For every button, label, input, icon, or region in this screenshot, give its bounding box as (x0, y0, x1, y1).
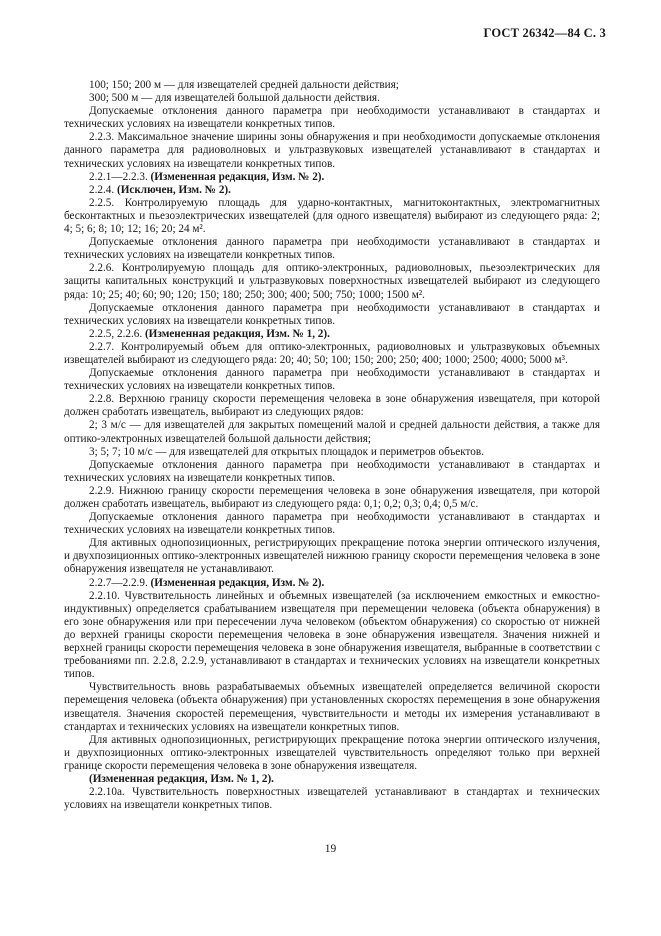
paragraph (64, 419, 600, 445)
paragraph-text: 2.2.7. Контролируемый объем для оптико-электронных, радиоволновых и ультразвуковых объемных извещателей выбирают из следующего ряда: 20; 40; 50; 100; 150; 200; 250; 400; 1000; 2500; 4000; 5000 м³. (64, 340, 600, 366)
paragraph (64, 786, 600, 812)
paragraph-text: 2; 3 м/с — для извещателей для закрытых помещений малой и средней дальности действия, а также для оптико-электронных извещателей большой дальности действия; (64, 419, 600, 445)
paragraph (64, 328, 600, 341)
paragraph (64, 236, 600, 262)
amendment-note: (Исключен, Изм. № 2). (116, 183, 231, 196)
paragraph (64, 131, 600, 170)
paragraph-text: Допускаемые отклонения данного параметра при необходимости устанавливают в стандартах и технических условиях на извещатели конкретных типов. (64, 301, 600, 327)
paragraph-lead: 2.2.1—2.2.3. (89, 170, 151, 183)
paragraph (64, 485, 600, 511)
paragraph-text: Чувствительность вновь разрабатываемых объемных извещателей определяется величиной скорости перемещения человека (объекта обнаружения) при установленных скоростях перемещения в зоне обнаружения извещателя. Значения скоростей перемещения, чувствительности и методы их измерения устанавливают в стандартах и технических условиях на извещатели конкретных типов. (64, 681, 600, 733)
paragraph-text: 100; 150; 200 м — для извещателей средней дальности действия; (89, 79, 399, 91)
amendment-note: (Измененная редакция, Изм. № 1, 2). (144, 327, 330, 340)
paragraph-text: 2.2.9. Нижнюю границу скорости перемещения человека в зоне обнаружения извещателя, при которой должен сработать извещатель, выбирают из следующего ряда: 0,1; 0,2; 0,3; 0,4; 0,5 м/с. (64, 484, 600, 510)
amendment-note: (Измененная редакция, Изм. № 1, 2). (89, 772, 274, 785)
paragraph-text: Для активных однопозиционных, регистрирующих прекращение потока энергии оптического излучения, и двухпозиционных оптико-электронных извещателей чувствительность определяют только при верхней границе скорости перемещения человека в зоне обнаружения извещателя. (64, 733, 600, 772)
paragraph-text: Для активных однопозиционных, регистрирующих прекращение потока энергии оптического излучения, и двухпозиционных оптико-электронных извещателей нижнюю границу скорости перемещения человека в зоне обнаружения извещателя не устанавливают. (64, 537, 600, 576)
page-number: 19 (324, 843, 337, 855)
paragraph (64, 459, 600, 485)
paragraph (64, 446, 600, 459)
paragraph (64, 367, 600, 393)
paragraph (64, 773, 600, 786)
paragraph (64, 79, 600, 92)
paragraph-lead: 2.2.4. (89, 183, 117, 196)
paragraph-text: Допускаемые отклонения данного параметра при необходимости устанавливают в стандартах и технических условиях на извещатели конкретных типов. (64, 236, 600, 262)
paragraph (64, 341, 600, 367)
paragraph (64, 184, 600, 197)
page-header: ГОСТ 26342—84 С. 3 (483, 26, 606, 40)
body-text (64, 79, 600, 812)
paragraph (64, 171, 600, 184)
paragraph (64, 393, 600, 419)
paragraph-text: Допускаемые отклонения данного параметра при необходимости устанавливают в стандартах и технических условиях на извещатели конкретных типов. (64, 105, 600, 131)
paragraph (64, 681, 600, 733)
paragraph (64, 197, 600, 236)
amendment-note: (Измененная редакция, Изм. № 2). (150, 576, 325, 589)
paragraph (64, 537, 600, 576)
paragraph-lead: 2.2.5, 2.2.6. (89, 327, 145, 340)
amendment-note: (Измененная редакция, Изм. № 2). (150, 170, 325, 183)
paragraph-text: 300; 500 м — для извещателей большой дальности действия. (89, 92, 380, 105)
paragraph-text: 2.2.5. Контролируемую площадь для ударно-контактных, магнитоконтактных, электромагнитных бесконтактных и пьезоэлектрических извещателей (для одного извещателя) выбирают из следующего ряда: 2; 4; 5; 6; 8; 10; 12; 16; 20; 24 м². (64, 196, 600, 236)
paragraph-lead: 2.2.7—2.2.9. (89, 576, 151, 589)
paragraph-text: 2.2.8. Верхнюю границу скорости перемещения человека в зоне обнаружения извещателя, при которой должен сработать извещатель, выбирают из следующих рядов: (64, 393, 600, 419)
paragraph (64, 577, 600, 590)
paragraph-text: 2.2.3. Максимальное значение ширины зоны обнаружения и при необходимости допускаемые отклонения данного параметра для радиоволновых и ультразвуковых извещателей устанавливают в стандартах и технических условиях на извещатели конкретных типов. (64, 131, 600, 170)
paragraph-text: Допускаемые отклонения данного параметра при необходимости устанавливают в стандартах и технических условиях на извещатели конкретных типов. (64, 458, 600, 484)
paragraph-text: 2.2.10. Чувствительность линейных и объемных извещателей (за исключением емкостных и емкостно-индуктивных) определяется срабатыванием извещателя при перемещении человека (объекта обнаружения) в его зоне обнаружения или при пересечении луча человеком (объектом обнаружения) со скоростью от нижней до верхней границы скорости перемещения человека в зоне обнаружения извещателя. Значения нижней и верхней границы скорости перемещения человека в зоне обнаружения извещателя, выбранные в соответствии с требованиями пп. 2.2.8, 2.2.9, устанавливают в стандартах и технических условиях на извещатели конкретных типов. (64, 589, 600, 681)
paragraph-text: 2.2.10а. Чувствительность поверхностных извещателей устанавливают в стандартах и технических условиях на извещатели конкретных типов. (64, 786, 600, 812)
paragraph (64, 734, 600, 773)
paragraph-text: Допускаемые отклонения данного параметра при необходимости устанавливают в стандартах и технических условиях на извещатели конкретных типов. (64, 511, 600, 537)
paragraph (64, 105, 600, 131)
paragraph-text: 2.2.6. Контролируемую площадь для оптико-электронных, радиоволновых, пьезоэлектрических для защиты капитальных конструкций и ультразвуковых поверхностных извещателей выбирают из следующего ряда: 10; 25; 40; 60; 90; 120; 150; 180; 250; 300; 400; 500; 750; 1000; 1500 м². (64, 262, 600, 301)
paragraph (64, 511, 600, 537)
paragraph (64, 302, 600, 328)
paragraph (64, 262, 600, 301)
paragraph (64, 590, 600, 682)
paragraph (64, 92, 600, 105)
paragraph-text: 3; 5; 7; 10 м/с — для извещателей для открытых площадок и периметров объектов. (89, 445, 484, 458)
paragraph-text: Допускаемые отклонения данного параметра при необходимости устанавливают в стандартах и технических условиях на извещатели конкретных типов. (64, 367, 600, 393)
